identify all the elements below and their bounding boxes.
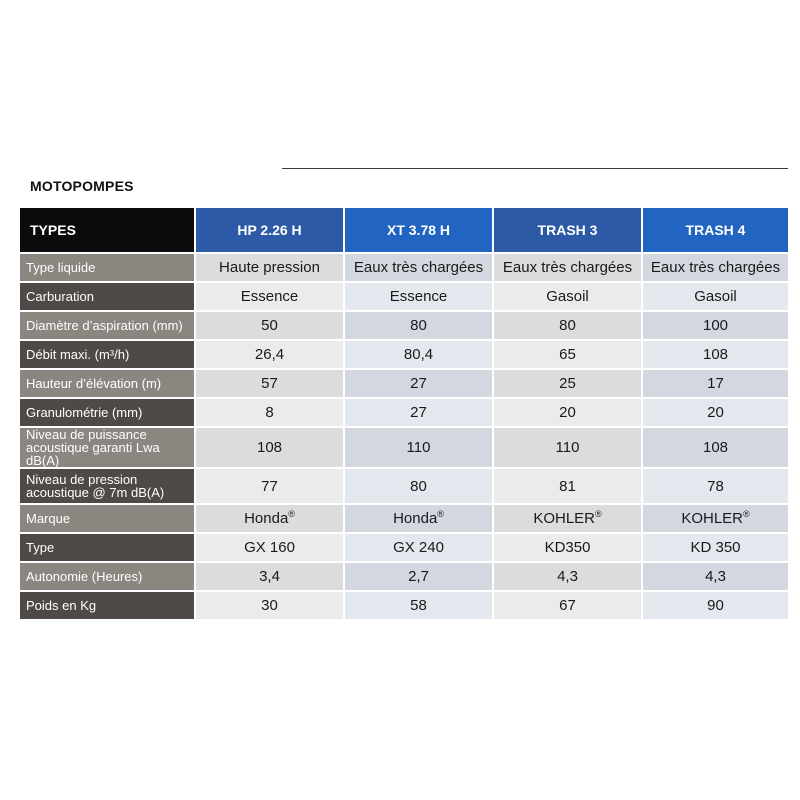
cell-value: GX 160 <box>196 534 345 561</box>
cell-value: Haute pression <box>196 254 345 281</box>
cell-value: 4,3 <box>494 563 643 590</box>
cell-value: 80 <box>345 469 494 503</box>
cell-value: 78 <box>643 469 788 503</box>
row-label-line: acoustique @ 7m dB(A) <box>26 485 165 500</box>
cell-value: 8 <box>196 399 345 426</box>
row-label <box>20 469 196 503</box>
cell-value <box>196 505 345 532</box>
cell-value: 25 <box>494 370 643 397</box>
registered-mark: ® <box>288 509 295 519</box>
cell-value: 58 <box>345 592 494 619</box>
cell-value: Essence <box>196 283 345 310</box>
cell-value: 108 <box>643 341 788 368</box>
row-label: Type <box>20 534 196 561</box>
cell-value: 80 <box>345 312 494 339</box>
cell-value: 50 <box>196 312 345 339</box>
cell-value: 20 <box>494 399 643 426</box>
header-model: TRASH 3 <box>494 208 643 252</box>
cell-value: 17 <box>643 370 788 397</box>
cell-value: KD350 <box>494 534 643 561</box>
cell-value: 27 <box>345 370 494 397</box>
cell-value: 2,7 <box>345 563 494 590</box>
cell-value: 26,4 <box>196 341 345 368</box>
cell-value: 20 <box>643 399 788 426</box>
cell-value: 67 <box>494 592 643 619</box>
row-label: Carburation <box>20 283 196 310</box>
header-row <box>20 208 788 252</box>
cell-value: Essence <box>345 283 494 310</box>
cell-value: 90 <box>643 592 788 619</box>
cell-value: KD 350 <box>643 534 788 561</box>
cell-value <box>345 505 494 532</box>
spec-table <box>20 206 788 621</box>
table-row <box>20 563 788 590</box>
cell-value: 65 <box>494 341 643 368</box>
section-title: MOTOPOMPES <box>30 178 134 194</box>
table-row <box>20 534 788 561</box>
row-label-line: Niveau de pression <box>26 472 138 487</box>
cell-value: GX 240 <box>345 534 494 561</box>
registered-mark: ® <box>595 509 602 519</box>
table-row <box>20 370 788 397</box>
cell-value: 110 <box>345 428 494 467</box>
brand-name: KOHLER <box>533 510 596 527</box>
cell-value: Eaux très chargées <box>643 254 788 281</box>
table-row <box>20 592 788 619</box>
brand-name: Honda <box>244 510 289 527</box>
cell-value <box>643 505 788 532</box>
cell-value: 100 <box>643 312 788 339</box>
cell-value: 4,3 <box>643 563 788 590</box>
row-label: Hauteur d’élévation (m) <box>20 370 196 397</box>
cell-value: 27 <box>345 399 494 426</box>
registered-mark: ® <box>743 509 750 519</box>
table-row <box>20 312 788 339</box>
cell-value: 81 <box>494 469 643 503</box>
header-model: XT 3.78 H <box>345 208 494 252</box>
cell-value: 77 <box>196 469 345 503</box>
row-label: Marque <box>20 505 196 532</box>
cell-value: 30 <box>196 592 345 619</box>
row-label: Type liquide <box>20 254 196 281</box>
row-label-line: acoustique garanti Lwa dB(A) <box>26 440 160 468</box>
header-types: TYPES <box>20 208 196 252</box>
cell-value: 108 <box>196 428 345 467</box>
table-row <box>20 428 788 467</box>
cell-value: Eaux très chargées <box>345 254 494 281</box>
table-row <box>20 341 788 368</box>
row-label: Granulométrie (mm) <box>20 399 196 426</box>
row-label: Diamètre d’aspiration (mm) <box>20 312 196 339</box>
row-label-line: Niveau de puissance <box>26 427 147 442</box>
cell-value: 110 <box>494 428 643 467</box>
cell-value: Eaux très chargées <box>494 254 643 281</box>
header-model: HP 2.26 H <box>196 208 345 252</box>
cell-value: 3,4 <box>196 563 345 590</box>
cell-value: Gasoil <box>494 283 643 310</box>
cell-value: Gasoil <box>643 283 788 310</box>
row-label <box>20 428 196 467</box>
header-model: TRASH 4 <box>643 208 788 252</box>
row-label: Débit maxi. (m³/h) <box>20 341 196 368</box>
table-row <box>20 469 788 503</box>
header-rule <box>282 168 788 169</box>
table-row <box>20 254 788 281</box>
table-row <box>20 399 788 426</box>
brand-name: KOHLER <box>681 510 744 527</box>
table-row <box>20 283 788 310</box>
brand-name: Honda <box>393 510 438 527</box>
cell-value: 57 <box>196 370 345 397</box>
cell-value <box>494 505 643 532</box>
row-label: Poids en Kg <box>20 592 196 619</box>
cell-value: 80 <box>494 312 643 339</box>
cell-value: 108 <box>643 428 788 467</box>
table-row <box>20 505 788 532</box>
registered-mark: ® <box>437 509 444 519</box>
cell-value: 80,4 <box>345 341 494 368</box>
row-label: Autonomie (Heures) <box>20 563 196 590</box>
